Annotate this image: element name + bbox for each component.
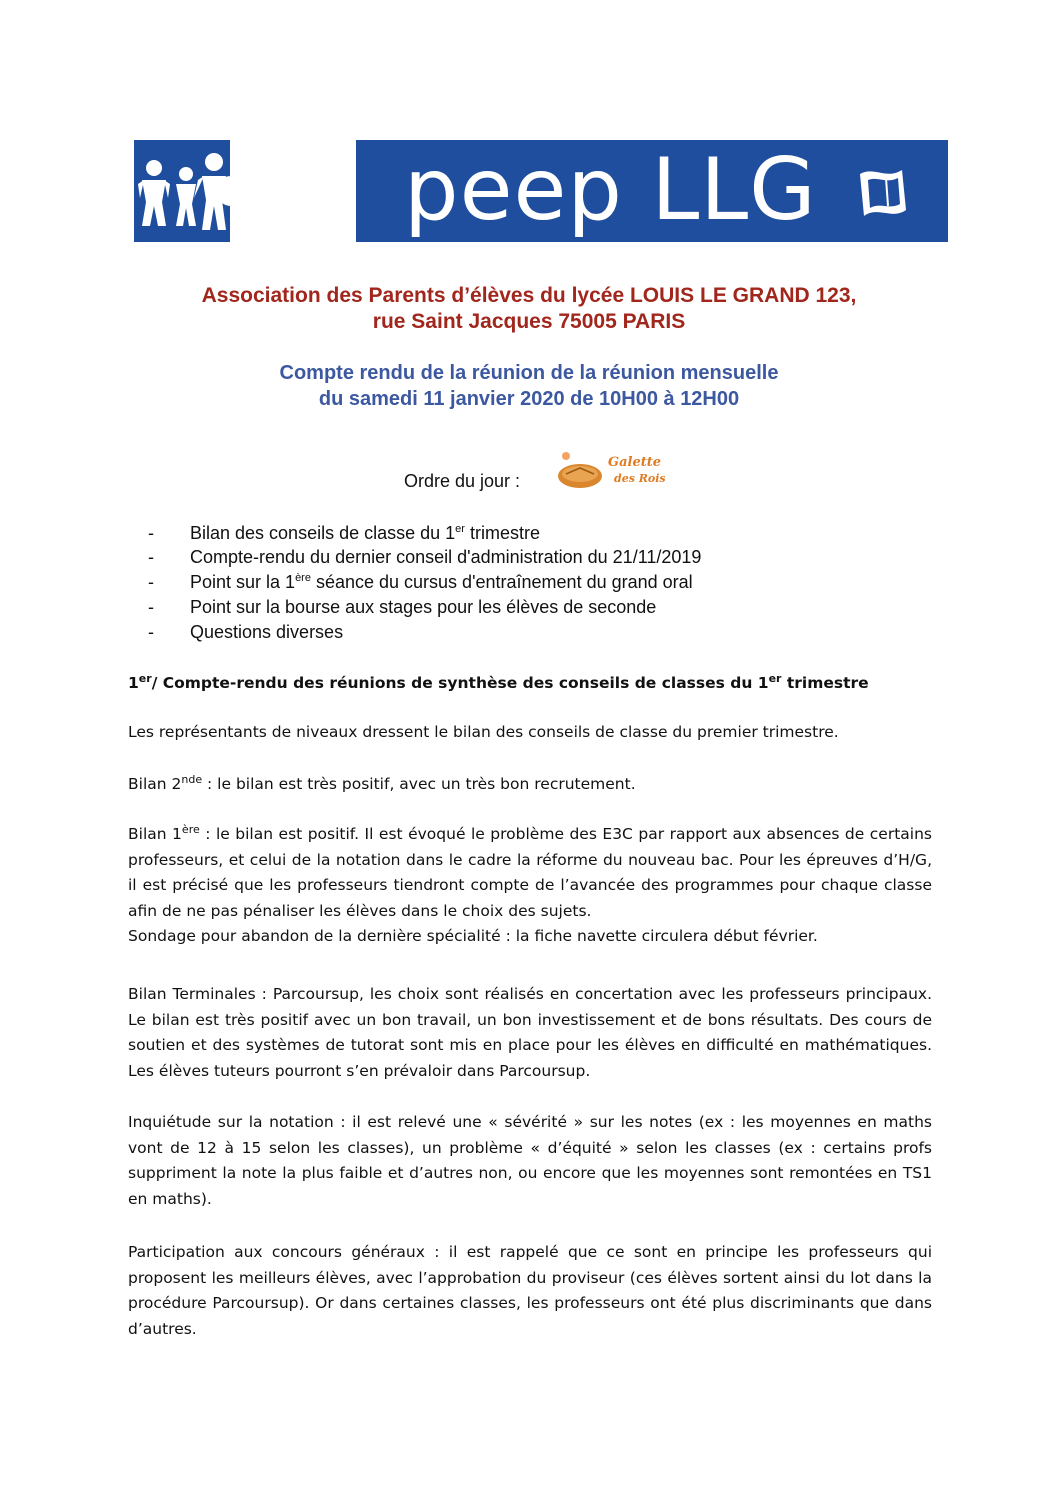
association-heading-line2: rue Saint Jacques 75005 PARIS <box>372 310 686 333</box>
paragraph-intro: Les représentants de niveaux dressent le bilan des conseils de classe du premier trimestre. <box>128 723 839 741</box>
paragraph-bilan-terminales: Bilan Terminales : Parcoursup, les choix sont réalisés en concertation avec les professeurs principaux. Le bilan est très positif avec un bon travail, un bon investissement et de bons résultats. Des cours de soutien et des systèmes de tutorat sont mis en place pour les élèves en difficulté en mathématiques. Les élèves tuteurs pourront s’en prévaloir dans Parcoursup. <box>128 985 932 1080</box>
book-flag-icon <box>846 140 924 242</box>
document-page: peep LLG Association des Parents d’élèves du lycée LOUIS LE GRAND 123, rue Saint Jacques 75005 PARIS Compte rendu de la réunion de la réunion mensuelle du samedi 11 janvier 2020 de 10H00 à 12H00 Ordre du jour : Galette des Rois - Bilan des conseils de classe du 1er trimestre - Compte-rendu du dernier conseil d'administration du 21/11/2019 - Point sur la 1ère séance du cursus d'entraînement du grand oral - Point sur la bourse aux stages pour les élèves de seconde - Questions diverses 1er/ Compte-rendu des réunions de synthèse des conseils de classes du 1er trimestre Les représentants de niveaux dressent le bilan des conseils de classe du premier trimestre. Bilan 2nde : le bilan est très positif, avec un très bon recrutement. Bilan 1ère : le bilan est positif. Il est évoqué le problème des E3C par rapport aux absences de certains professeurs, et celui de la notation dans le cadre la réforme du nouveau bac. Pour les épreuves d’H/G, il est précisé que les professeurs tiendront compte de l’avancée des programmes pour chaque classe afin de ne pas pénaliser les élèves dans le choix des sujets. Sondage pour abandon de la dernière spécialité : la fiche navette circulera début février. Bilan Terminales : Parcoursup, les choix sont réalisés en concertation avec les professeurs principaux. Le bilan est très positif avec un bon travail, un bon investissement et de bons résultats. Des cours de soutien et des systèmes de tutorat sont mis en place pour les élèves en difficulté en mathématiques. Les élèves tuteurs pourront s’en prévaloir dans Parcoursup. Inquiétude sur la notation : il est relevé une « sévérité » sur les notes (ex : les moyennes en maths vont de 12 à 15 selon les classes), un problème « d’équité » selon les classes (ex : certains profs suppriment la note la plus faible et d’autres non, ou encore que les moyennes sont remontées en TS1 en maths). Participation aux concours généraux : il est rappelé que ce sont en principe les professeurs qui proposent les meilleurs élèves, avec l’approbation du proviseur (ces élèves sortent ainsi du lot dans la procédure Parcoursup). Or dans certaines classes, les professeurs ont été plus discriminants que dans d’autres. <box>0 0 1058 1497</box>
association-heading-line1: Association des Parents d’élèves du lycée LOUIS LE GRAND 123, <box>201 284 857 307</box>
paragraph-bilan-premiere: Bilan 1ère : le bilan est positif. Il est évoqué le problème des E3C par rapport aux absences de certains professeurs, et celui de la notation dans le cadre la réforme du nouveau bac. Pour les épreuves d’H/G, il est précisé que les professeurs tiendront compte de l’avancée des programmes pour chaque classe afin de ne pas pénaliser les élèves dans le choix des sujets. Sondage pour abandon de la dernière spécialité : la fiche navette circulera début février. <box>128 822 932 946</box>
paragraph-bilan-seconde: Bilan 2nde : le bilan est très positif, avec un très bon recrutement. <box>128 772 636 793</box>
paragraph-notation: Inquiétude sur la notation : il est relevé une « sévérité » sur les notes (ex : les moyennes en maths vont de 12 à 15 selon les classes), un problème « d’équité » selon les classes (ex : certains profs suppriment la note la plus faible et d’autres non, ou encore que les moyennes sont remontées en TS1 en maths). <box>128 1113 932 1208</box>
paragraph-concours: Participation aux concours généraux : il est rappelé que ce sont en principe les professeurs qui proposent les meilleurs élèves, avec l’approbation du proviseur (ces élèves sortent ainsi du lot dans la procédure Parcoursup). Or dans certaines classes, les professeurs ont été plus discriminants que dans d’autres. <box>128 1243 932 1338</box>
logo-text: peep LLG <box>356 140 948 242</box>
puzzle-piece <box>230 140 356 242</box>
peep-llg-logo <box>134 140 924 242</box>
agenda-title: Ordre du jour : <box>404 471 521 491</box>
meeting-title-line1: Compte rendu de la réunion de la réunion mensuelle <box>279 362 779 384</box>
section-title: 1er/ Compte-rendu des réunions de synthèse des conseils de classes du 1er trimestre <box>128 671 869 692</box>
galette-des-rois-image <box>552 446 666 494</box>
meeting-title-line2: du samedi 11 janvier 2020 de 10H00 à 12H00 <box>318 388 740 410</box>
galette-caption-1: Galette des Rois <box>608 455 666 485</box>
